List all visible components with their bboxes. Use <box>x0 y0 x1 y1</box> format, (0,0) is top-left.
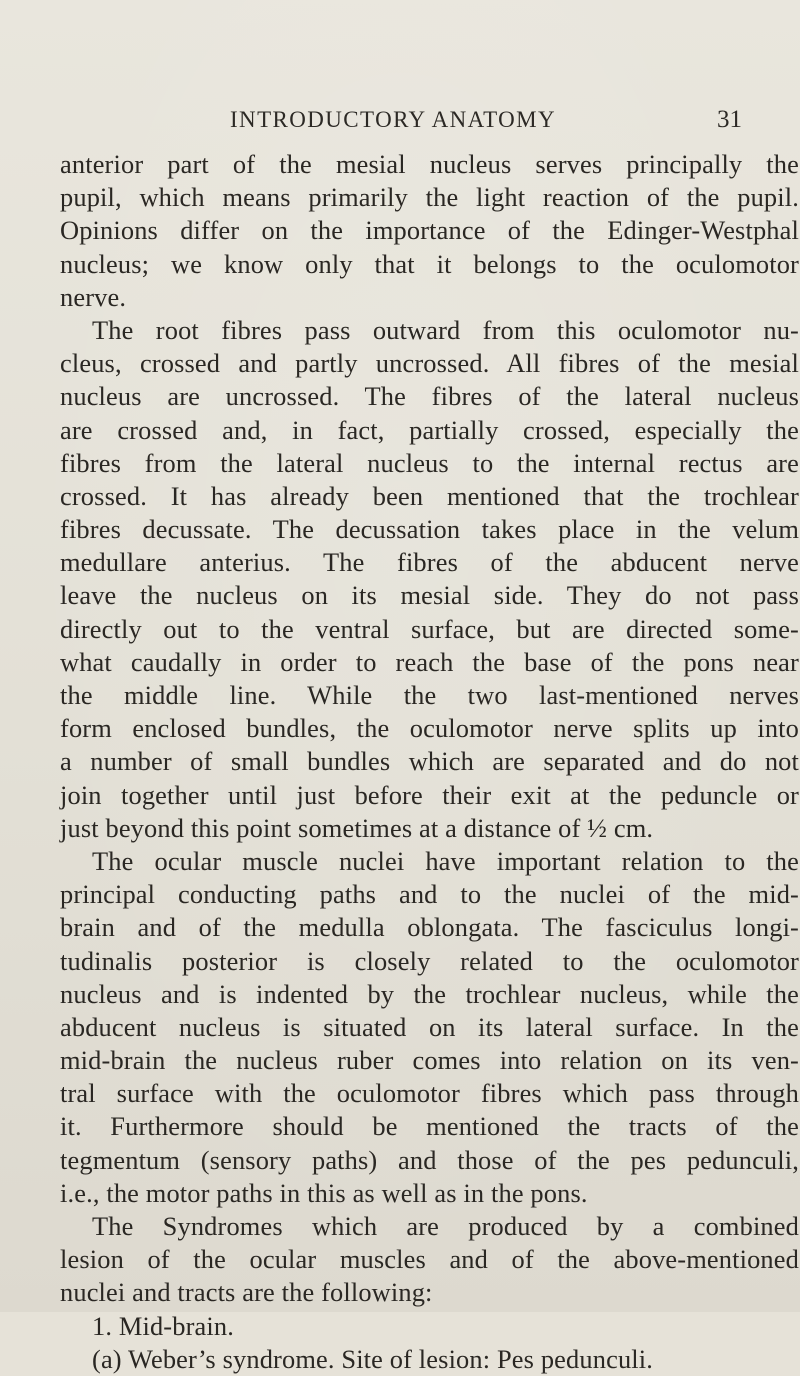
text-line: leave the nucleus on its mesial side. They do not pass <box>60 580 799 611</box>
running-head-title: INTRODUCTORY ANATOMY <box>230 107 556 132</box>
text-line: fibres from the lateral nucleus to the internal rectus are <box>60 447 799 478</box>
text-line: The Syndromes which are produced by a combined <box>92 1211 799 1241</box>
text-line: 1. Mid-brain. <box>92 1310 234 1341</box>
text-line: form enclosed bundles, the oculomotor nerve splits up into <box>60 713 799 744</box>
text-line: (a) Weber’s syndrome. Site of lesion: Pes pedunculi. <box>92 1343 653 1374</box>
text-line: medullare anterius. The fibres of the abducent nerve <box>60 547 799 578</box>
text-line: nucleus; we know only that it belongs to the oculomotor <box>60 248 799 279</box>
text-line: Opinions differ on the importance of the Edinger-Westphal <box>60 215 799 246</box>
text-line: anterior part of the mesial nucleus serves principally the <box>60 149 799 179</box>
running-head <box>60 104 742 140</box>
text-line: lesion of the ocular muscles and of the above-mentioned <box>60 1244 799 1275</box>
body-text <box>60 148 799 1376</box>
text-line: principal conducting paths and to the nuclei of the mid- <box>60 879 799 910</box>
page-number: 31 <box>717 106 742 133</box>
text-line: The ocular muscle nuclei have important relation to the <box>92 845 799 876</box>
text-line: crossed. It has already been mentioned that the trochlear <box>60 480 799 511</box>
text-line: The root fibres pass outward from this oculomotor nu- <box>92 314 799 345</box>
text-line: tral surface with the oculomotor fibres which pass through <box>60 1078 799 1109</box>
text-line: fibres decussate. The decussation takes place in the velum <box>60 514 799 545</box>
text-line: what caudally in order to reach the base of the pons near <box>60 646 799 677</box>
text-line: i.e., the motor paths in this as well as in the pons. <box>60 1177 588 1208</box>
text-line: it. Furthermore should be mentioned the tracts of the <box>60 1111 799 1142</box>
text-line: cleus, crossed and partly uncrossed. All fibres of the mesial <box>60 348 799 379</box>
text-line: pupil, which means primarily the light reaction of the pupil. <box>60 182 799 213</box>
text-line: are crossed and, in fact, partially crossed, especially the <box>60 414 799 445</box>
text-line: brain and of the medulla oblongata. The fasciculus longi- <box>60 912 799 943</box>
text-line: tegmentum (sensory paths) and those of the pes pedunculi, <box>60 1144 799 1175</box>
text-line: the middle line. While the two last-mentioned nerves <box>60 680 799 710</box>
text-line: mid-brain the nucleus ruber comes into relation on its ven- <box>60 1045 799 1076</box>
text-line: join together until just before their exit at the peduncle or <box>60 779 799 810</box>
text-line: directly out to the ventral surface, but are directed some- <box>60 613 799 644</box>
text-line: a number of small bundles which are separated and do not <box>60 746 799 777</box>
text-line: nerve. <box>60 281 127 312</box>
text-line: nucleus and is indented by the trochlear nucleus, while the <box>60 978 799 1009</box>
text-line: nucleus are uncrossed. The fibres of the lateral nucleus <box>60 381 799 412</box>
text-line: abducent nucleus is situated on its lateral surface. In the <box>60 1011 799 1042</box>
text-line: nuclei and tracts are the following: <box>60 1277 433 1308</box>
text-line: just beyond this point sometimes at a distance of ½ cm. <box>60 812 654 843</box>
text-line: tudinalis posterior is closely related to the oculomotor <box>60 945 799 976</box>
